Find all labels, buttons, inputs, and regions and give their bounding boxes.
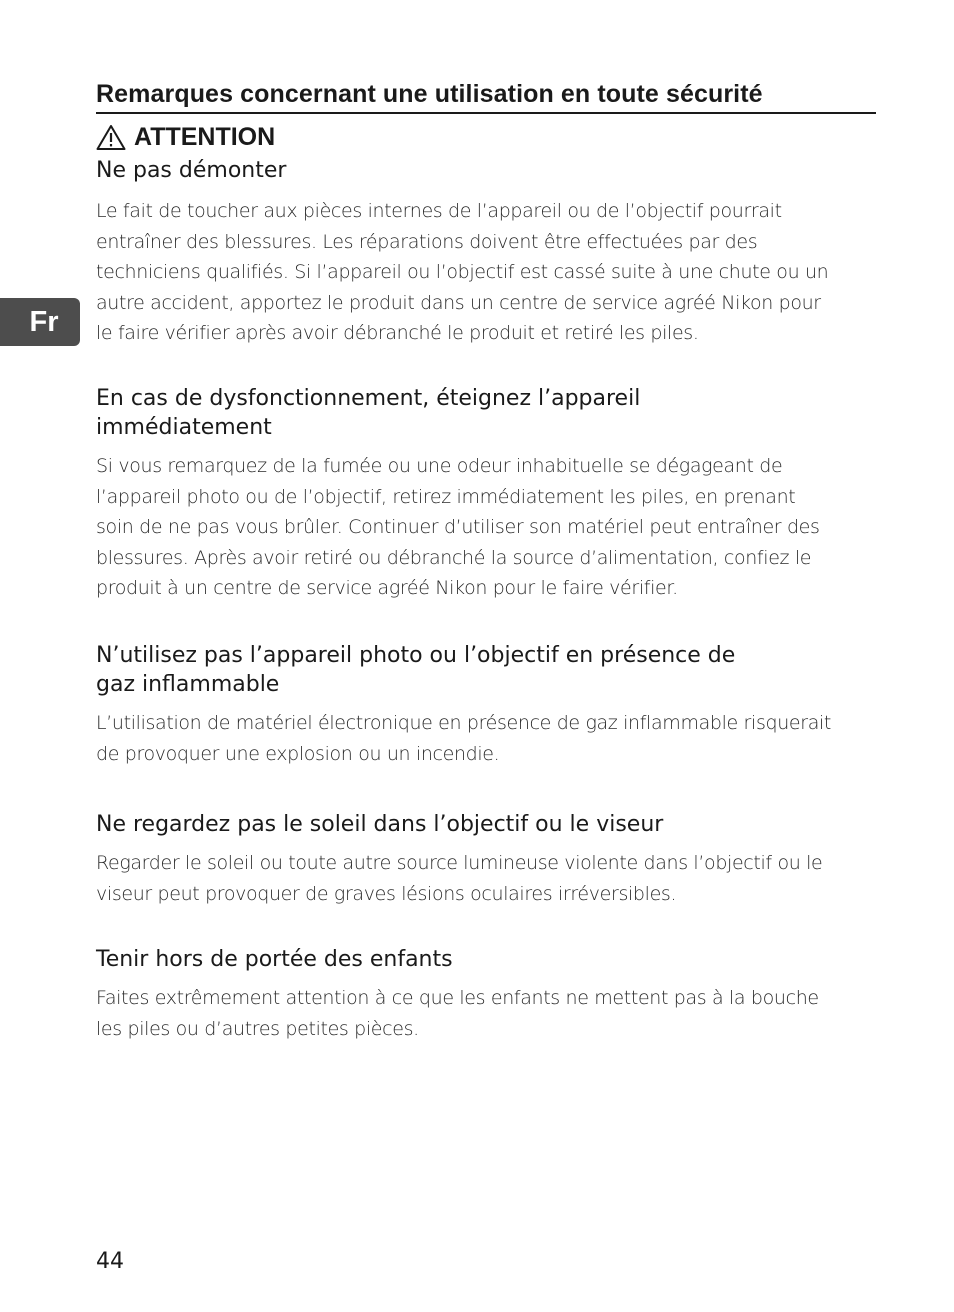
section-disassembly <box>96 156 876 349</box>
section-body <box>96 983 876 1044</box>
body-line: produit à un centre de service agréé Nikon pour le faire vérifier. <box>96 577 678 600</box>
body-line: entraîner des blessures. Les réparations doivent être effectuées par des <box>96 230 758 253</box>
body-line: Le fait de toucher aux pièces internes de l’appareil ou de l’objectif pourrait <box>96 200 782 222</box>
body-line: de provoquer une explosion ou un incendie. <box>96 742 500 765</box>
section-heading: Tenir hors de portée des enfants <box>96 947 453 972</box>
section-children <box>96 945 876 1044</box>
section-body <box>96 708 876 769</box>
section-flammable-gas <box>96 641 876 769</box>
section-sun <box>96 810 876 909</box>
section-heading <box>96 641 876 699</box>
attention-heading <box>96 120 275 154</box>
language-tab <box>0 298 80 346</box>
body-line: Faites extrêmement attention à ce que les enfants ne mettent pas à la bouche <box>96 987 819 1009</box>
body-line: Si vous remarquez de la fumée ou une odeur inhabituelle se dégageant de <box>96 455 783 477</box>
language-tab-label: Fr <box>29 306 59 338</box>
heading-line: N’utilisez pas l’appareil photo ou l’objectif en présence de <box>96 643 736 668</box>
body-line: Regarder le soleil ou toute autre source lumineuse violente dans l’objectif ou le <box>96 852 823 874</box>
section-body <box>96 196 876 349</box>
body-line: les piles ou d’autres petites pièces. <box>96 1017 419 1040</box>
section-body <box>96 848 876 909</box>
section-heading: Ne regardez pas le soleil dans l’objectif ou le viseur <box>96 812 664 837</box>
section-heading: Ne pas démonter <box>96 158 287 183</box>
body-line: techniciens qualifiés. Si l’appareil ou l’objectif est cassé suite à une chute ou un <box>96 261 829 284</box>
section-body <box>96 451 876 604</box>
body-line: le faire vérifier après avoir débranché le produit et retiré les piles. <box>96 322 699 345</box>
heading-line: gaz inflammable <box>96 672 280 697</box>
body-line: L’utilisation de matériel électronique en présence de gaz inflammable risquerait <box>96 712 832 734</box>
body-line: blessures. Après avoir retiré ou débranché la source d’alimentation, confiez le <box>96 546 812 569</box>
body-line: soin de ne pas vous brûler. Continuer d’utiliser son matériel peut entraîner des <box>96 516 820 539</box>
body-line: autre accident, apportez le produit dans un centre de service agréé Nikon pour <box>96 291 821 314</box>
body-line: l’appareil photo ou de l’objectif, retirez immédiatement les piles, en prenant <box>96 485 796 508</box>
body-line: viseur peut provoquer de graves lésions oculaires irréversibles. <box>96 882 677 905</box>
section-malfunction <box>96 384 876 604</box>
warning-triangle-icon <box>96 124 126 151</box>
page-title: Remarques concernant une utilisation en toute sécurité <box>96 78 876 114</box>
heading-line: immédiatement <box>96 415 272 440</box>
page-number: 44 <box>96 1249 124 1274</box>
attention-label: ATTENTION <box>134 123 276 151</box>
heading-line: En cas de dysfonctionnement, éteignez l’appareil <box>96 386 641 411</box>
section-heading <box>96 384 876 442</box>
